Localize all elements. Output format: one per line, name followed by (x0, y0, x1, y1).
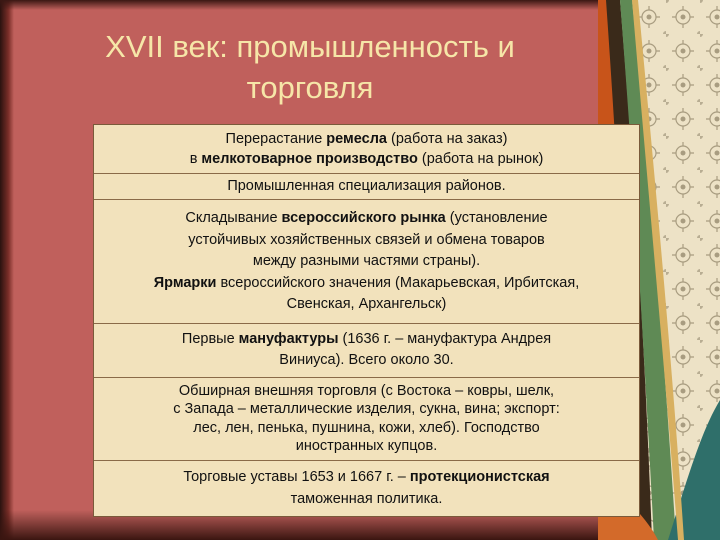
row-text: Промышленная специализация районов. (227, 178, 506, 194)
row-text: (1636 г. – мануфактура Андрея (338, 330, 552, 347)
row-text: Свенская, Архангельск) (286, 296, 447, 312)
table-row (94, 460, 639, 516)
table-row (94, 173, 639, 199)
row-text: Складывание (185, 210, 282, 226)
row-text: таможенная политика. (290, 490, 443, 507)
top-edge-shadow (0, 0, 600, 10)
row-text: Виниуса). Всего около 30. (279, 352, 454, 368)
table-row (94, 323, 639, 377)
row-text: (установление (445, 210, 548, 226)
table-row (94, 125, 639, 173)
row-text: Обширная внешняя торговля (с Востока – ковры, шелк, (178, 382, 555, 399)
row-text-bold: всероссийского рынка (281, 210, 446, 226)
row-text: устойчивых хозяйственных связей и обмена товаров (188, 231, 545, 248)
row-text: Первые (181, 330, 239, 347)
left-edge-shadow (0, 0, 14, 540)
row-text: (работа на рынок) (417, 151, 544, 167)
row-text-bold: протекционистская (409, 468, 550, 485)
row-text: в (189, 151, 202, 167)
row-text: Перерастание (225, 131, 327, 147)
row-text: Торговые уставы 1653 и 1667 г. – (183, 468, 410, 485)
row-text: (работа на заказ) (386, 131, 508, 147)
table-row (94, 199, 639, 323)
title-line-1: XVII век: промышленность и (105, 29, 515, 64)
row-text: между разными частями страны). (252, 253, 481, 269)
content-table (93, 124, 640, 517)
row-text: всероссийского значения (Макарьевская, Ирбитская, (216, 274, 580, 291)
row-text: с Запада – металлические изделия, сукна, вина; экспорт: (173, 401, 560, 417)
row-text: иностранных купцов. (295, 438, 438, 454)
row-text-bold: Ярмарки (153, 274, 217, 291)
title-line-2: торговля (246, 70, 374, 105)
row-text-bold: ремесла (326, 131, 387, 147)
row-text-bold: мануфактуры (238, 330, 339, 347)
slide-title (40, 26, 580, 108)
row-text-bold: мелкотоварное производство (201, 151, 418, 167)
row-text: лес, лен, пенька, пушнина, кожи, хлеб). Господство (193, 419, 540, 436)
table-row (94, 377, 639, 460)
